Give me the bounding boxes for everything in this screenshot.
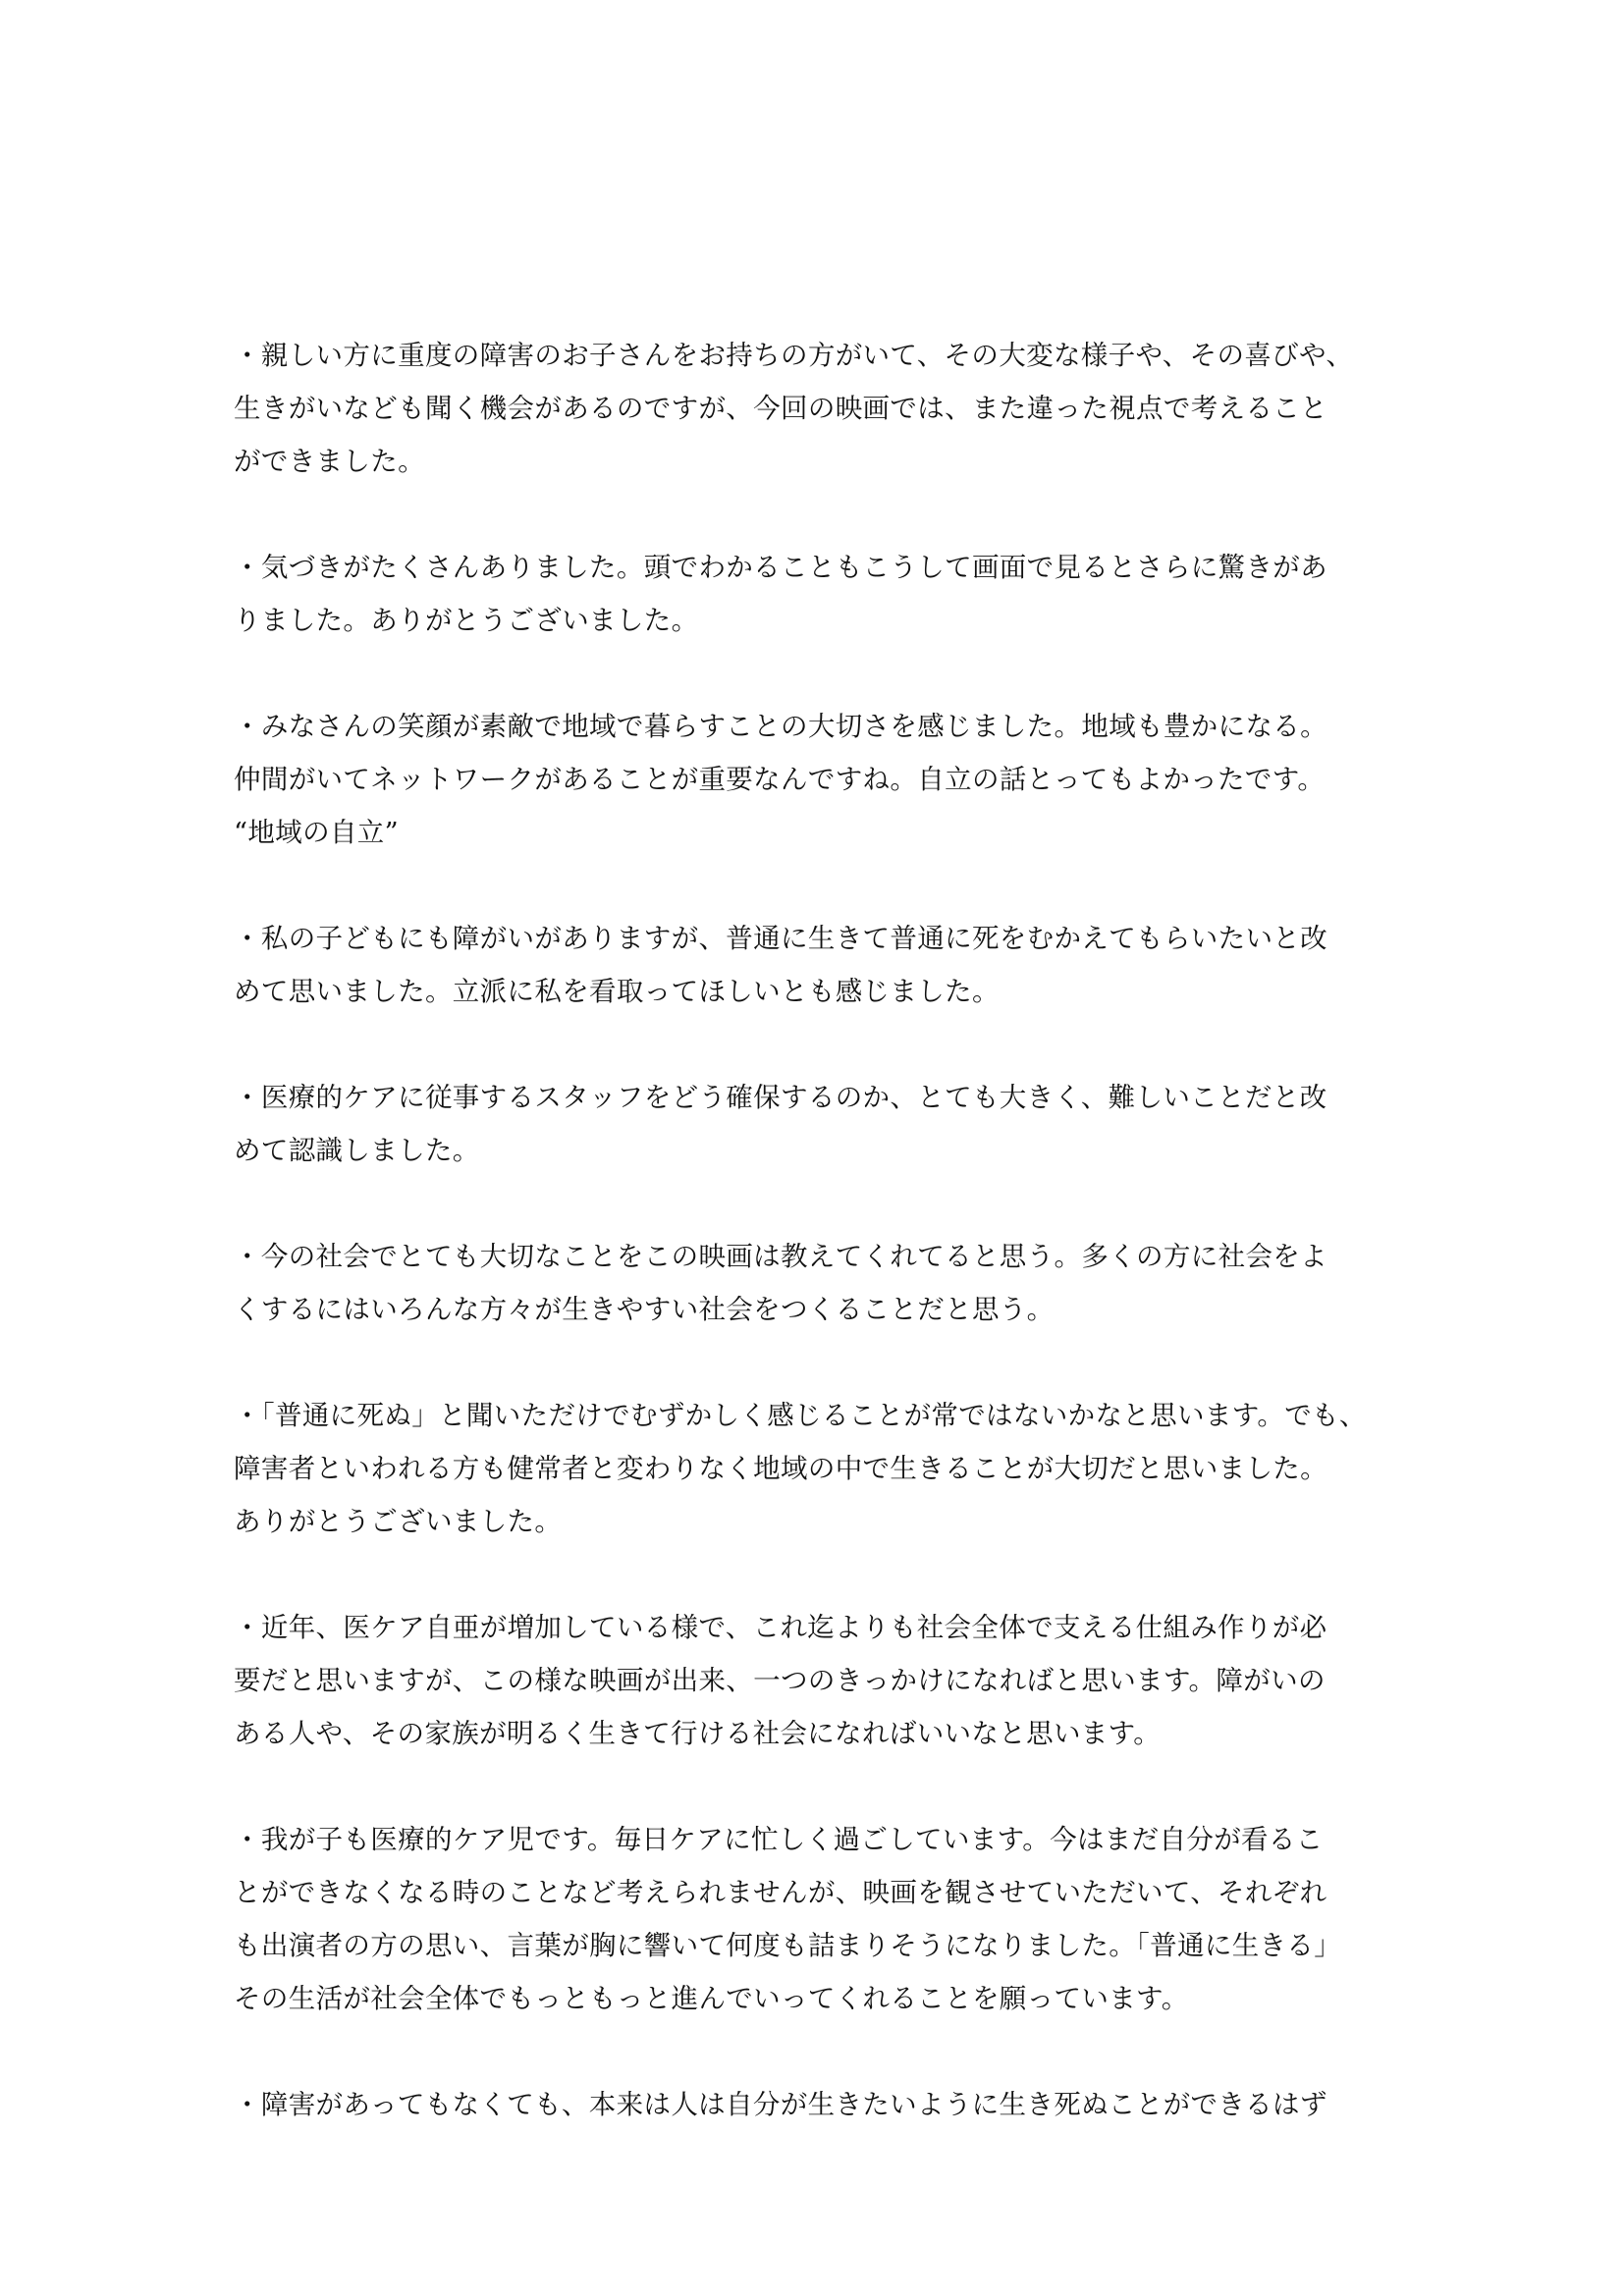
text-line: ・医療的ケアに従事するスタッフをどう確保するのか、とても大きく、難しいことだと改 [234, 1082, 1327, 1113]
text-line: ある人や、その家族が明るく生きて行ける社会になればいいなと思います。 [234, 1718, 1162, 1749]
comment-paragraph [234, 329, 1402, 488]
text-line: ・親しい方に重度の障害のお子さんをお持ちの方がいて、その大変な様子や、その喜びや、 [234, 340, 1354, 371]
comment-paragraph [234, 1230, 1402, 1336]
text-line: ができました。 [234, 446, 425, 477]
text-line: 生きがいなども聞く機会があるのですが、今回の映画では、また違った視点で考えること [234, 393, 1327, 424]
comment-paragraph [234, 1813, 1402, 2025]
comment-paragraph [234, 1601, 1402, 1760]
text-line: 障害者といわれる方も健常者と変わりなく地域の中で生きることが大切だと思いました。 [234, 1453, 1327, 1484]
text-line: ・我が子も医療的ケア児です。毎日ケアに忙しく過ごしています。今はまだ自分が看るこ [234, 1824, 1324, 1855]
text-line: めて思いました。立派に私を看取ってほしいとも感じました。 [234, 976, 1000, 1007]
text-line: ・「普通に死ぬ」と聞いただけでむずかしく感じることが常ではないかなと思います。でも、 [234, 1400, 1367, 1431]
text-line: とができなくなる時のことなど考えられませんが、映画を観させていただいて、それぞれ [234, 1877, 1327, 1908]
text-line: めて認識しました。 [234, 1135, 480, 1166]
text-line: 要だと思いますが、この様な映画が出来、一つのきっかけになればと思います。障がいの [234, 1665, 1326, 1696]
text-line: りました。ありがとうございました。 [234, 605, 699, 636]
document-body [234, 329, 1402, 2184]
text-line: くするにはいろんな方々が生きやすい社会をつくることだと思う。 [234, 1294, 1055, 1325]
text-line: 仲間がいてネットワークがあることが重要なんですね。自立の話とってもよかったです。 [234, 764, 1326, 795]
text-line: “地域の自立” [234, 817, 400, 848]
comment-paragraph [234, 1389, 1402, 1548]
text-line: ・気づきがたくさんありました。頭でわかることもこうして画面で見るとさらに驚きがあ [234, 552, 1327, 583]
text-line: ・今の社会でとても大切なことをこの映画は教えてくれてると思う。多くの方に社会をよ [234, 1241, 1327, 1272]
comment-paragraph [234, 700, 1402, 859]
text-line: ・みなさんの笑顔が素敵で地域で暮らすことの大切さを感じました。地域も豊かになる。 [234, 711, 1327, 742]
text-line: も出演者の方の思い、言葉が胸に響いて何度も詰まりそうになりました。「普通に生きる」 [234, 1930, 1342, 1961]
text-line: ・私の子どもにも障がいがありますが、普通に生きて普通に死をむかえてもらいたいと改 [234, 923, 1327, 954]
text-line: ありがとうございました。 [234, 1506, 563, 1537]
comment-paragraph [234, 541, 1402, 647]
text-line: その生活が社会全体でもっともっと進んでいってくれることを願っています。 [234, 1983, 1189, 2014]
comment-paragraph [234, 912, 1402, 1018]
comment-paragraph [234, 1071, 1402, 1177]
comment-paragraph [234, 2078, 1402, 2131]
text-line: ・近年、医ケア自亜が増加している様で、これ迄よりも社会全体で支える仕組み作りが必 [234, 1612, 1327, 1643]
text-line: ・障害があってもなくても、本来は人は自分が生きたいように生き死ぬことができるはず [234, 2089, 1327, 2120]
